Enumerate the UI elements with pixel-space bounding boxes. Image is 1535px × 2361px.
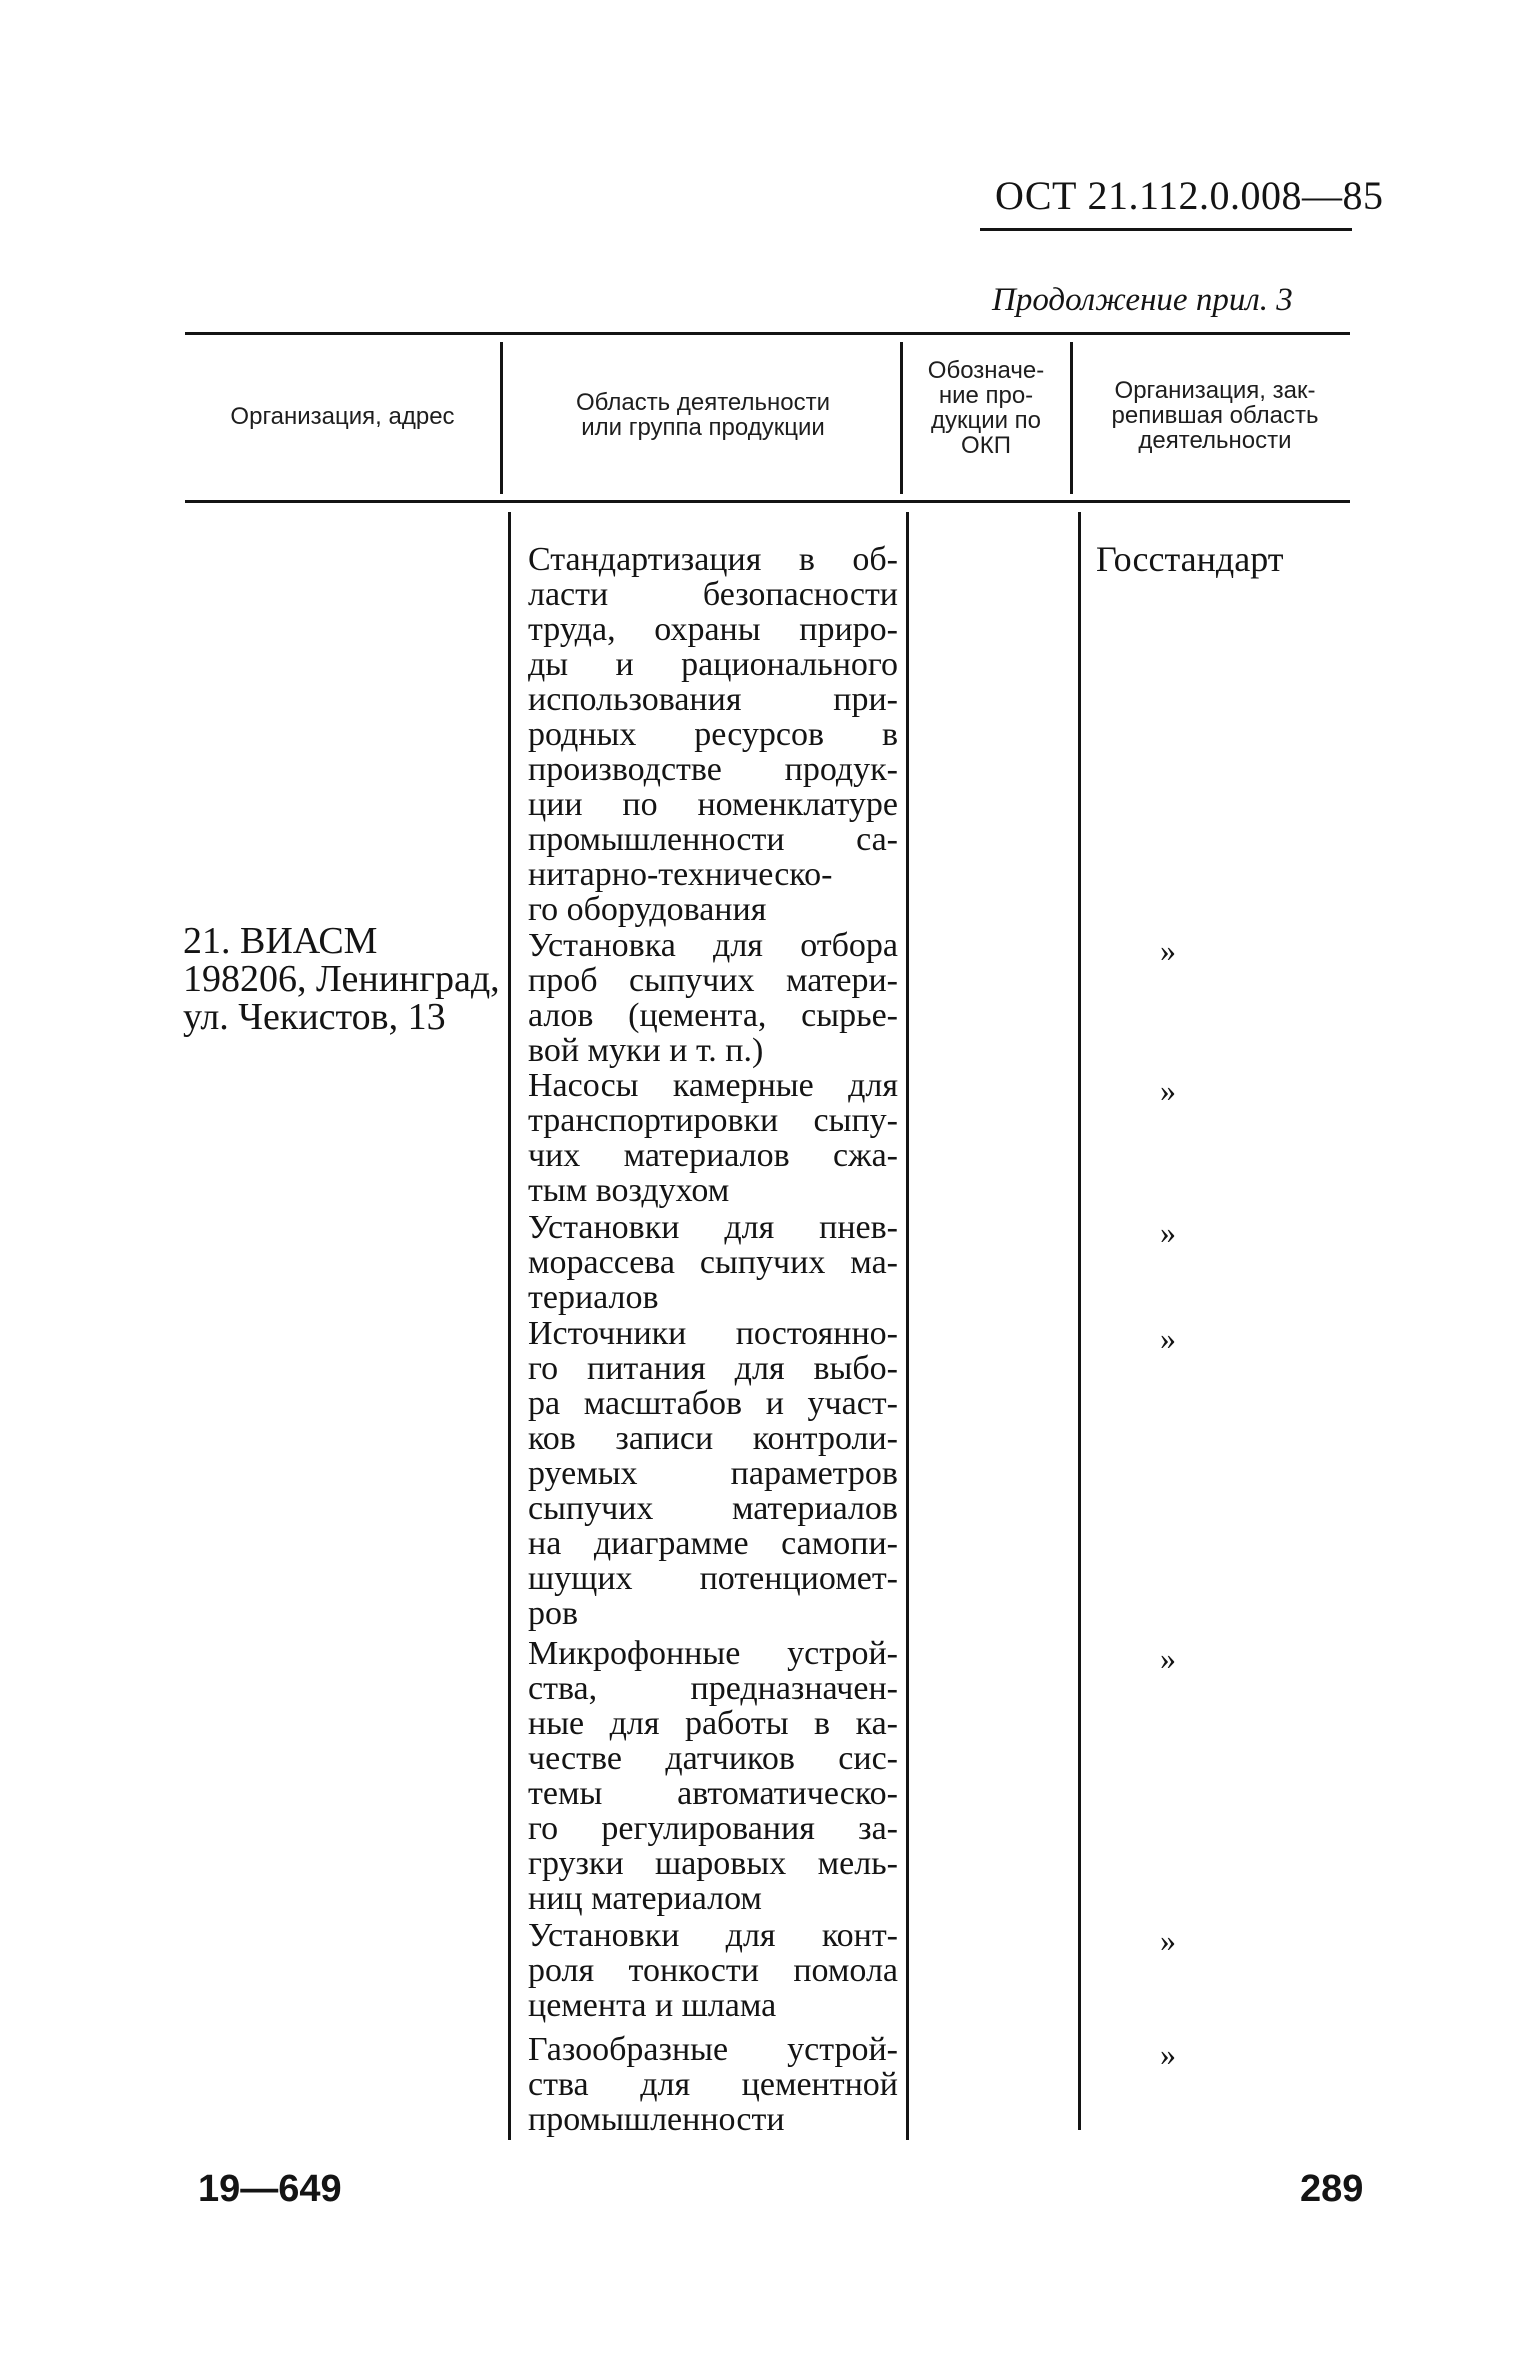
ditto-mark: » [1160,1922,1176,1958]
column-divider-1 [508,512,511,2140]
continuation-label: Продолжение прил. 3 [992,282,1293,318]
organization-address: 21. ВИАСМ 198206, Ленинград, ул. Чекистов, 13 [183,920,500,1038]
table-row: Установка для отбора проб сыпучих матери- алов (цемента, сырье- вой муки и т. п.) [528,927,898,1069]
column-divider-3-header [1070,342,1073,494]
table-row: Установки для конт- роля тонкости помола цемента и шлама [528,1917,898,2024]
table-header-rule [185,500,1350,503]
column-divider-2 [906,512,909,2140]
column-divider-2-header [900,342,903,494]
table-row: Установки для пнев- морассева сыпучих ма- териалов [528,1209,898,1316]
document-code-underline [980,228,1352,231]
table-top-rule [185,332,1350,335]
table-row: Источники постоянно- го питания для выбо- ра масштабов и участ- ков записи контроли- руемых параметров сыпучих материалов на диаграмме самопи- шущих потенциомет- ров [528,1315,898,1632]
ditto-mark: » [1160,1214,1176,1250]
signature-mark: 19—649 [198,2168,342,2210]
page-number: 289 [1300,2168,1364,2210]
column-divider-1-header [500,342,503,494]
table-row: Микрофонные устрой- ства, предназначен- ные для работы в ка- честве датчиков сис- темы автоматическо- го регулирования за- грузки шаровых мель- ниц материалом [528,1635,898,1917]
column-header-activity-area: Область деятельности или группа продукции [576,389,830,441]
column-header-assigned-organization: Организация, зак- репившая область деятельности [1111,377,1319,454]
ditto-mark: » [1160,932,1176,968]
ditto-mark: » [1160,1640,1176,1676]
ditto-mark: » [1160,1320,1176,1356]
column-divider-3 [1078,512,1081,2130]
column-header-organization: Организация, адрес [230,403,455,430]
table-row: Газообразные устрой- ства для цементной промышленности [528,2031,898,2138]
table-row: Стандартизация в об- ласти безопасности труда, охраны приро- ды и рационального использования при- родных ресурсов в производстве продук- ции по номенклатуре промышленности са- нитарно-техническо- го оборудования [528,541,898,928]
assigned-organization: Госстандарт [1096,539,1284,579]
column-header-okp-code: Обозначе- ние про- дукции по ОКП [927,357,1045,459]
ditto-mark: » [1160,1072,1176,1108]
table-row: Насосы камерные для транспортировки сыпу- чих материалов сжа- тым воздухом [528,1067,898,1209]
document-code: ОСТ 21.112.0.008—85 [995,173,1384,218]
ditto-mark: » [1160,2036,1176,2072]
